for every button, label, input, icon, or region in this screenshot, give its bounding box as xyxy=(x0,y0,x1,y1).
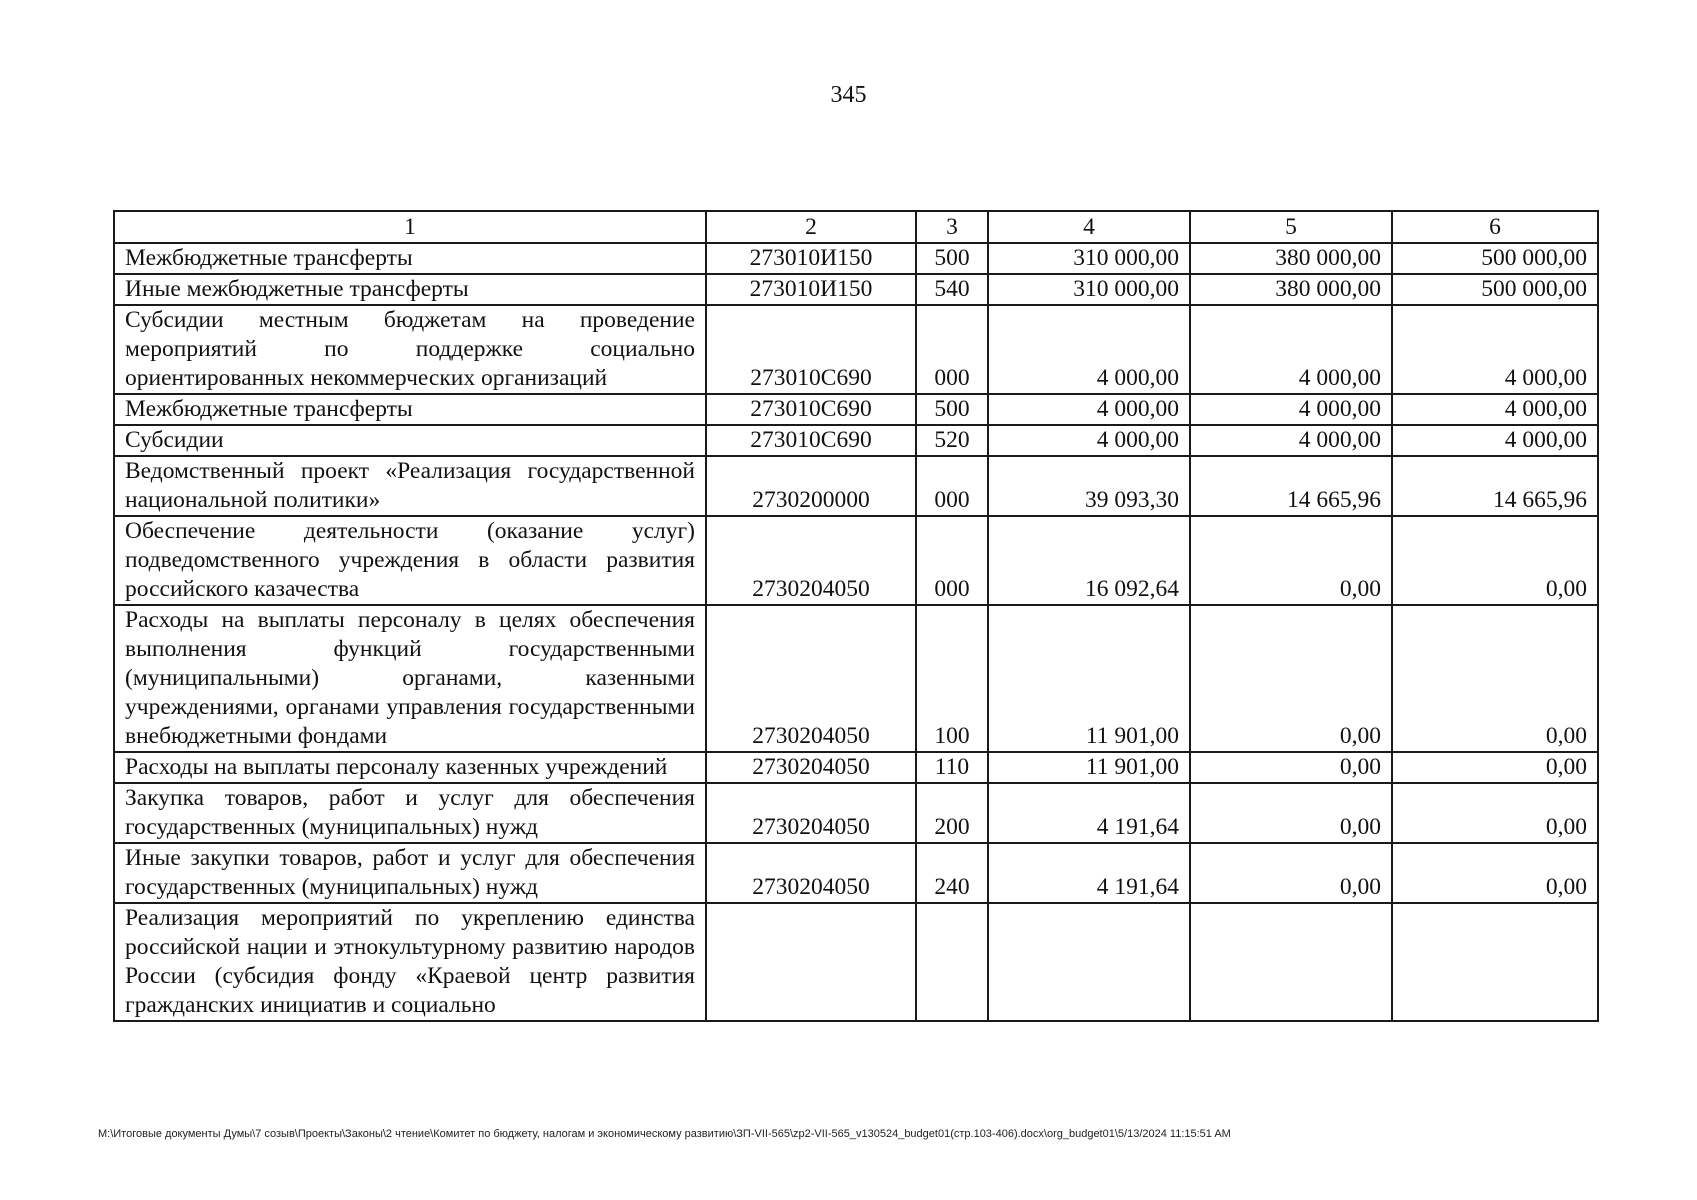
row-name: Субсидии xyxy=(114,425,706,456)
column-header-2: 2 xyxy=(706,211,916,243)
row-amount-year1: 4 000,00 xyxy=(988,425,1190,456)
table-row xyxy=(114,305,1598,394)
row-amount-year1: 16 092,64 xyxy=(988,516,1190,605)
row-name: Расходы на выплаты персоналу в целях обеспечения выполнения функций государственными (муниципальными) органами, казенными учреждениями, органами управления государственными внебюджетными фондами xyxy=(114,605,706,752)
row-amount-year2: 380 000,00 xyxy=(1190,274,1392,305)
table-header-row xyxy=(114,211,1598,243)
row-amount-year2 xyxy=(1190,903,1392,1021)
column-header-1: 1 xyxy=(114,211,706,243)
document-footer-path: M:\Итоговые документы Думы\7 созыв\Проекты\Законы\2 чтение\Комитет по бюджету, налогам и экономическому развитию\ЗП-VII-565\zp2-VII-565_v130524_budget01(стр.103-406).docx\org_budget01\5/13/2024 11:15:51 AM xyxy=(98,1128,1231,1140)
table-row xyxy=(114,394,1598,425)
row-code: 2730200000 xyxy=(706,456,916,516)
column-header-4: 4 xyxy=(988,211,1190,243)
row-expense-type: 500 xyxy=(916,394,988,425)
row-name: Иные закупки товаров, работ и услуг для обеспечения государственных (муниципальных) нужд xyxy=(114,843,706,903)
row-amount-year3 xyxy=(1392,903,1598,1021)
row-expense-type: 200 xyxy=(916,783,988,843)
row-amount-year2: 4 000,00 xyxy=(1190,305,1392,394)
row-name: Обеспечение деятельности (оказание услуг) подведомственного учреждения в области развития российского казачества xyxy=(114,516,706,605)
row-expense-type: 520 xyxy=(916,425,988,456)
row-amount-year3: 500 000,00 xyxy=(1392,243,1598,274)
row-code: 273010И150 xyxy=(706,274,916,305)
row-expense-type: 540 xyxy=(916,274,988,305)
row-amount-year1: 39 093,30 xyxy=(988,456,1190,516)
row-expense-type xyxy=(916,903,988,1021)
row-amount-year2: 4 000,00 xyxy=(1190,425,1392,456)
row-name: Закупка товаров, работ и услуг для обеспечения государственных (муниципальных) нужд xyxy=(114,783,706,843)
row-amount-year3: 14 665,96 xyxy=(1392,456,1598,516)
row-name: Иные межбюджетные трансферты xyxy=(114,274,706,305)
row-code: 273010И150 xyxy=(706,243,916,274)
row-amount-year1: 11 901,00 xyxy=(988,752,1190,783)
row-amount-year2: 0,00 xyxy=(1190,605,1392,752)
row-amount-year3: 0,00 xyxy=(1392,516,1598,605)
row-code: 273010С690 xyxy=(706,394,916,425)
row-amount-year3: 0,00 xyxy=(1392,783,1598,843)
row-name: Реализация мероприятий по укреплению единства российской нации и этнокультурному развитию народов России (субсидия фонду «Краевой центр развития гражданских инициатив и социально xyxy=(114,903,706,1021)
table-row xyxy=(114,752,1598,783)
row-amount-year1: 310 000,00 xyxy=(988,243,1190,274)
row-name: Расходы на выплаты персоналу казенных учреждений xyxy=(114,752,706,783)
table-row xyxy=(114,783,1598,843)
row-amount-year3: 4 000,00 xyxy=(1392,425,1598,456)
row-name: Ведомственный проект «Реализация государственной национальной политики» xyxy=(114,456,706,516)
table-row xyxy=(114,456,1598,516)
row-amount-year2: 380 000,00 xyxy=(1190,243,1392,274)
row-code: 273010С690 xyxy=(706,425,916,456)
row-code xyxy=(706,903,916,1021)
column-header-3: 3 xyxy=(916,211,988,243)
row-code: 2730204050 xyxy=(706,516,916,605)
row-expense-type: 000 xyxy=(916,516,988,605)
table-row xyxy=(114,605,1598,752)
row-code: 273010С690 xyxy=(706,305,916,394)
row-amount-year3: 0,00 xyxy=(1392,843,1598,903)
row-amount-year1 xyxy=(988,903,1190,1021)
row-expense-type: 000 xyxy=(916,456,988,516)
row-amount-year1: 310 000,00 xyxy=(988,274,1190,305)
row-expense-type: 110 xyxy=(916,752,988,783)
table-row xyxy=(114,516,1598,605)
column-header-6: 6 xyxy=(1392,211,1598,243)
row-code: 2730204050 xyxy=(706,752,916,783)
row-amount-year1: 4 000,00 xyxy=(988,305,1190,394)
row-expense-type: 500 xyxy=(916,243,988,274)
row-amount-year3: 0,00 xyxy=(1392,605,1598,752)
row-expense-type: 100 xyxy=(916,605,988,752)
row-amount-year1: 4 191,64 xyxy=(988,783,1190,843)
row-amount-year3: 4 000,00 xyxy=(1392,394,1598,425)
row-code: 2730204050 xyxy=(706,783,916,843)
budget-table xyxy=(113,210,1599,1022)
row-amount-year1: 4 000,00 xyxy=(988,394,1190,425)
row-amount-year3: 4 000,00 xyxy=(1392,305,1598,394)
table-row xyxy=(114,243,1598,274)
row-code: 2730204050 xyxy=(706,605,916,752)
table-row xyxy=(114,903,1598,1021)
row-amount-year3: 500 000,00 xyxy=(1392,274,1598,305)
page-number: 345 xyxy=(830,82,867,108)
row-amount-year3: 0,00 xyxy=(1392,752,1598,783)
row-amount-year2: 14 665,96 xyxy=(1190,456,1392,516)
row-name: Субсидии местным бюджетам на проведение мероприятий по поддержке социально ориентированных некоммерческих организаций xyxy=(114,305,706,394)
table-row xyxy=(114,425,1598,456)
row-amount-year2: 0,00 xyxy=(1190,783,1392,843)
table-row xyxy=(114,843,1598,903)
row-name: Межбюджетные трансферты xyxy=(114,243,706,274)
row-amount-year2: 0,00 xyxy=(1190,843,1392,903)
row-amount-year2: 4 000,00 xyxy=(1190,394,1392,425)
table-row xyxy=(114,274,1598,305)
row-amount-year2: 0,00 xyxy=(1190,752,1392,783)
row-amount-year1: 11 901,00 xyxy=(988,605,1190,752)
row-code: 2730204050 xyxy=(706,843,916,903)
row-amount-year1: 4 191,64 xyxy=(988,843,1190,903)
row-amount-year2: 0,00 xyxy=(1190,516,1392,605)
row-expense-type: 000 xyxy=(916,305,988,394)
row-expense-type: 240 xyxy=(916,843,988,903)
row-name: Межбюджетные трансферты xyxy=(114,394,706,425)
column-header-5: 5 xyxy=(1190,211,1392,243)
